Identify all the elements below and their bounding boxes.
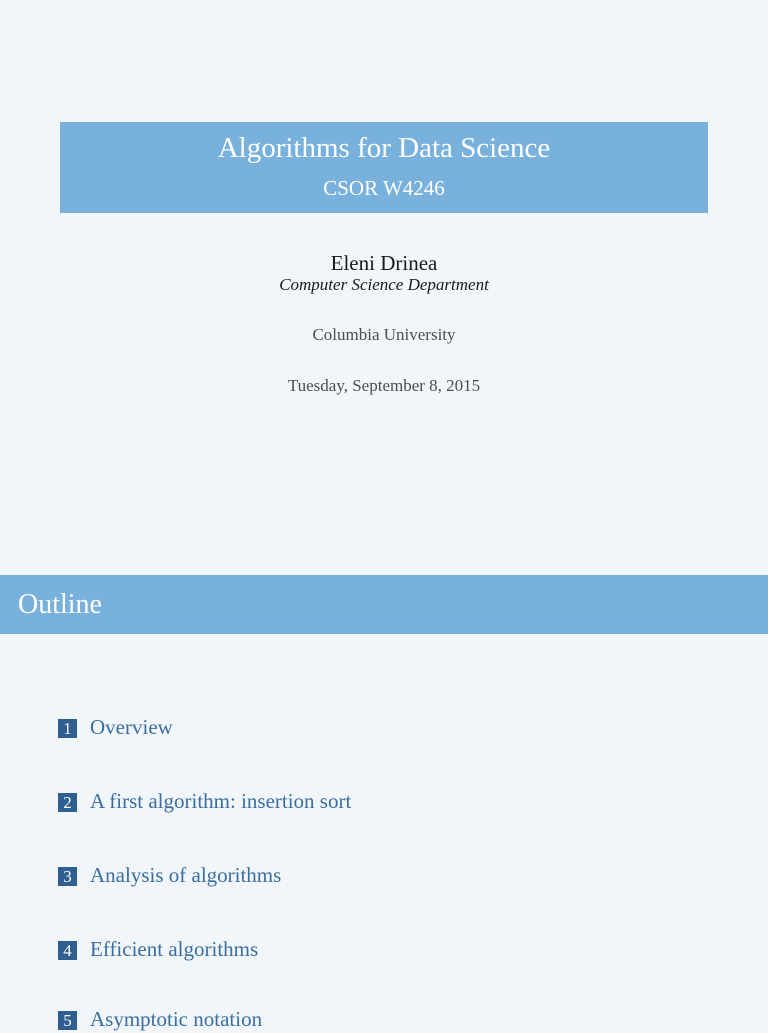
- outline-header: [0, 575, 768, 634]
- toc-number-badge: 2: [58, 793, 77, 812]
- department: Computer Science Department: [279, 275, 489, 294]
- toc-number-badge: 3: [58, 867, 77, 886]
- presentation-date: Tuesday, September 8, 2015: [287, 376, 481, 395]
- course-code: CSOR W4246: [323, 176, 445, 200]
- toc-label: Asymptotic notation: [90, 1007, 263, 1031]
- toc-label: A first algorithm: insertion sort: [90, 789, 352, 813]
- title-banner: [60, 122, 708, 213]
- toc-number-badge: 5: [58, 1011, 77, 1030]
- toc-number-badge: 4: [58, 941, 77, 960]
- institution: Columbia University: [312, 325, 456, 344]
- toc-number-badge: 1: [58, 719, 77, 738]
- toc-label: Analysis of algorithms: [90, 863, 282, 887]
- slide-title: Algorithms for Data Science: [217, 132, 551, 164]
- author-name: Eleni Drinea: [330, 251, 438, 275]
- toc-label: Overview: [90, 715, 173, 739]
- toc-label: Efficient algorithms: [90, 937, 259, 961]
- outline-title: Outline: [18, 589, 102, 620]
